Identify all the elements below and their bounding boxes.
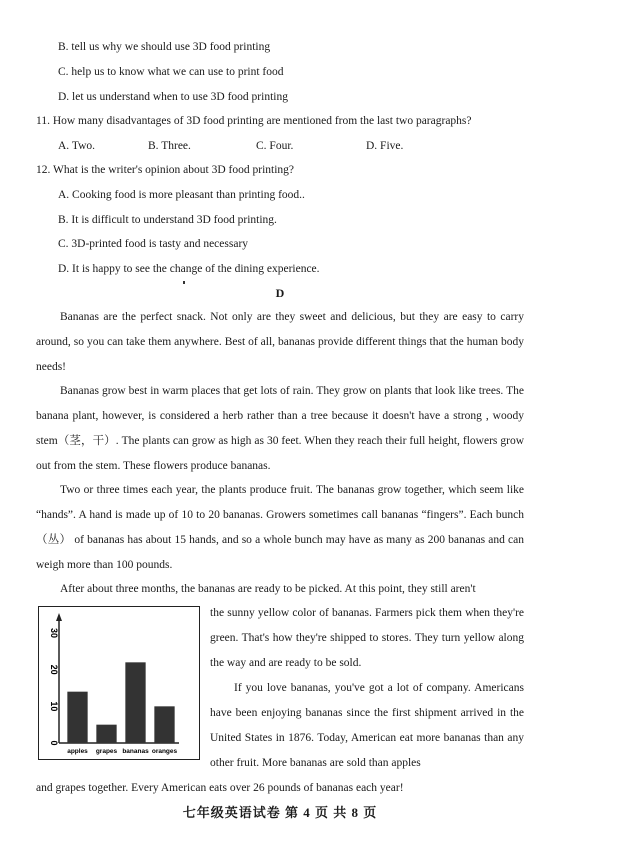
y-tick-label: 0 xyxy=(49,740,59,746)
q11-option-a: A. Two. xyxy=(58,140,95,152)
x-tick-label: bananas xyxy=(122,748,149,755)
y-tick-label: 10 xyxy=(49,701,59,712)
q11-stem: 11. How many disadvantages of 3D food printing are mentioned from the last two paragraphs? xyxy=(36,115,472,127)
section-heading: D xyxy=(275,286,285,300)
x-labels xyxy=(67,748,177,755)
bars xyxy=(67,662,174,743)
q11-option-c: C. Four. xyxy=(256,140,294,152)
paragraph-3: Two or three times each year, the plants produce fruit. The bananas grow together, which seem like “hands”. A hand is made up of 10 to 20 bananas. Growers sometimes call bananas “fingers”. Each bunch（丛） of bananas has about 15 hands, and so a whole bunch may have as many as 200 bananas and can weigh more than 100 pounds. xyxy=(36,484,524,571)
q10-option-b: B. tell us why we should use 3D food printing xyxy=(58,41,271,53)
bar-grapes xyxy=(96,725,116,743)
paragraph-4-wrap: the sunny yellow color of bananas. Farmers pick them when they're green. That's how they're shipped to stores. They turn yellow along the way and are ready to be sold. xyxy=(210,607,524,669)
q10-option-d: D. let us understand when to use 3D food printing xyxy=(58,91,288,103)
q12-option-b: B. It is difficult to understand 3D food printing. xyxy=(58,214,277,226)
banana-chart xyxy=(38,606,200,760)
q11-options xyxy=(0,139,600,153)
y-axis-arrow xyxy=(56,613,62,621)
chart-svg xyxy=(39,607,199,759)
x-tick-label: grapes xyxy=(95,748,118,755)
q12-option-a: A. Cooking food is more pleasant than printing food.. xyxy=(58,189,305,201)
paragraph-5-wrap: If you love bananas, you've got a lot of company. Americans have been enjoying bananas since the first shipment arrived in the United States in 1876. Today, American eat more bananas than any other fruit. More bananas are sold than apples xyxy=(210,682,524,769)
page-footer: 七年级英语试卷 第 4 页 共 8 页 xyxy=(182,805,378,820)
y-ticks xyxy=(49,628,59,746)
bar-bananas xyxy=(125,662,145,743)
paragraph-4-first-line: After about three months, the bananas are ready to be picked. At this point, they still aren't xyxy=(60,583,476,595)
x-tick-label: oranges xyxy=(151,748,178,755)
y-tick-label: 30 xyxy=(49,627,59,639)
x-tick-label: apples xyxy=(67,748,88,755)
bar-oranges xyxy=(154,706,174,743)
paragraph-5-last-line: and grapes together. Every American eats over 26 pounds of bananas each year! xyxy=(36,782,404,794)
q12-option-d: D. It is happy to see the change of the dining experience. xyxy=(58,263,320,275)
y-tick-label: 20 xyxy=(49,664,59,675)
q10-option-c: C. help us to know what we can use to print food xyxy=(58,66,284,78)
q11-option-d: D. Five. xyxy=(366,140,404,152)
paragraph-2: Bananas grow best in warm places that get lots of rain. They grow on plants that look like trees. The banana plant, however, is considered a herb rather than a tree because it doesn't have a strong , woody stem（茎，干）. The plants can grow as high as 30 feet. When they reach their full height, flowers grow out from the stem. These flowers produce bananas. xyxy=(36,385,524,472)
q11-option-b: B. Three. xyxy=(148,140,191,152)
bar-apples xyxy=(67,692,87,743)
stray-mark xyxy=(183,281,185,284)
q12-option-c: C. 3D-printed food is tasty and necessary xyxy=(58,238,249,250)
q12-stem: 12. What is the writer's opinion about 3D food printing? xyxy=(36,164,295,176)
paragraph-1: Bananas are the perfect snack. Not only are they sweet and delicious, but they are easy to carry around, so you can take them anywhere. Best of all, bananas provide different things that the human body needs! xyxy=(36,311,524,373)
